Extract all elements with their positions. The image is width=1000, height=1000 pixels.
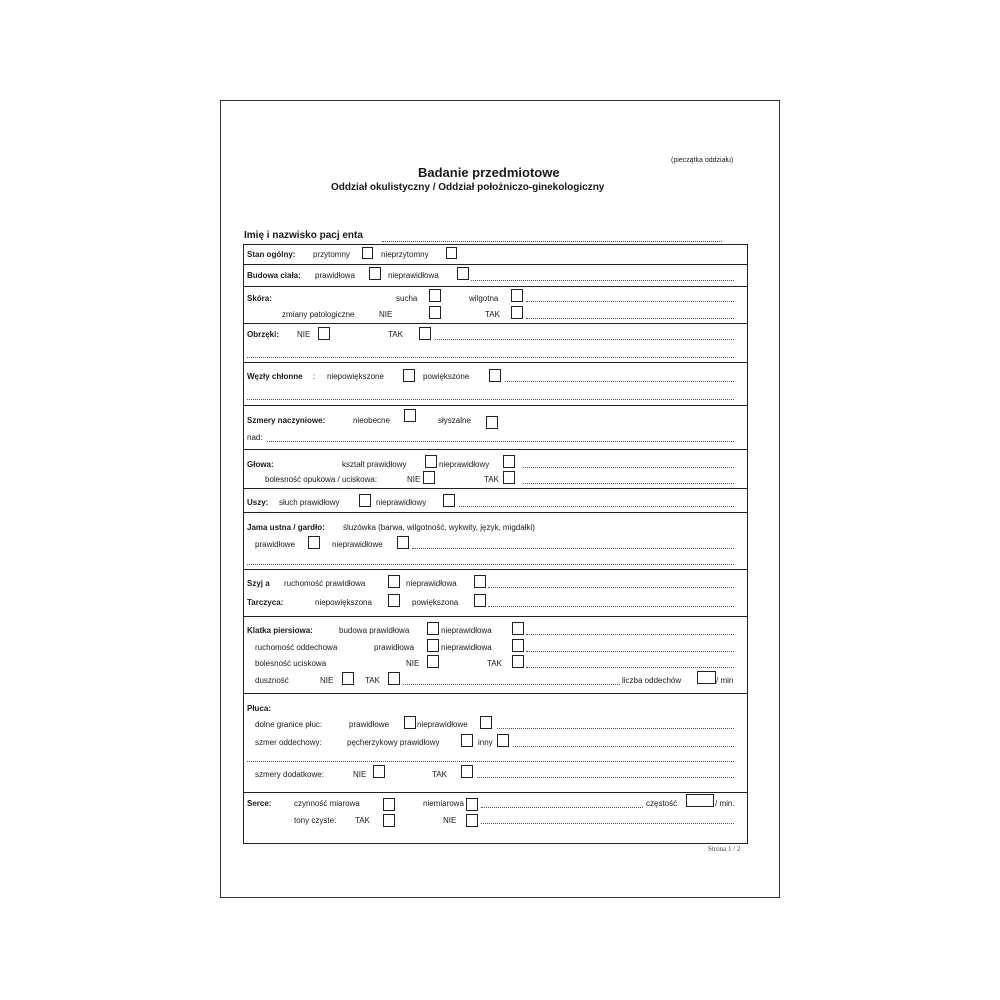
pluca-dodatkowe-label: szmery dodatkowe: (255, 770, 324, 779)
pluca-inny-label: inny (478, 738, 493, 747)
glowa-tak-label: TAK (484, 475, 499, 484)
row-separator (243, 792, 748, 793)
klatka-liczba-label: liczba oddechów (622, 676, 682, 685)
row-separator (243, 569, 748, 570)
pluca-label: Płuca: (247, 704, 272, 713)
szyja-opt1-checkbox[interactable] (388, 575, 400, 588)
glowa-nie-checkbox[interactable] (423, 471, 435, 484)
jama-notes-1[interactable] (412, 548, 734, 549)
pluca-nie-checkbox[interactable] (373, 765, 385, 778)
szyja-label: Szyj a (247, 579, 270, 588)
klatka-nie-checkbox[interactable] (427, 655, 439, 668)
stan-opt2-checkbox[interactable] (446, 247, 457, 259)
row-separator (243, 616, 748, 617)
patient-name-label: Imię i nazwisko pacj enta (244, 230, 363, 241)
form-subtitle: Oddział okulistyczny / Oddział położniczo-ginekologiczny (331, 182, 605, 193)
stan-opt1-checkbox[interactable] (362, 247, 373, 259)
form-title: Badanie przedmiotowe (418, 165, 560, 180)
szyja-opt2-checkbox[interactable] (474, 575, 486, 588)
szyja-opt1-label: ruchomość prawidłowa (284, 579, 366, 588)
pluca-notes-4[interactable] (477, 777, 734, 778)
klatka-tak2-checkbox[interactable] (388, 672, 400, 685)
klatka-nieprawidlowa-label: nieprawidłowa (441, 626, 492, 635)
szmery-nacz-opt2-label: słyszalne (438, 416, 471, 425)
skora-wilgotna-label: wilgotna (469, 294, 499, 303)
szyja-notes[interactable] (488, 587, 734, 588)
klatka-liczba-field[interactable] (697, 671, 716, 684)
klatka-tak-checkbox[interactable] (512, 655, 524, 668)
form-page (220, 100, 780, 898)
pluca-inny-checkbox[interactable] (497, 734, 509, 747)
uszy-label: Uszy: (247, 498, 269, 507)
pluca-prawidlowe-checkbox[interactable] (404, 716, 416, 729)
uszy-notes[interactable] (459, 506, 734, 507)
skora-zmiany-label: zmiany patologiczne (282, 310, 355, 319)
klatka-nie2-checkbox[interactable] (342, 672, 354, 685)
serce-czestosc-field[interactable] (686, 794, 714, 807)
budowa-opt2-checkbox[interactable] (457, 267, 469, 280)
obrzeki-label: Obrzęki: (247, 330, 280, 339)
table-left-border (243, 244, 244, 843)
table-right-border (747, 244, 748, 843)
jama-desc: śluzówka (barwa, wilgotność, wykwity, język, migdałki) (343, 523, 535, 532)
klatka-notes-4[interactable] (403, 684, 620, 685)
skora-notes-2[interactable] (526, 318, 734, 319)
szmery-nacz-opt1-label: nieobecne (353, 416, 390, 425)
tarczyca-opt2-label: powiększona (412, 598, 459, 607)
row-separator (243, 449, 748, 450)
klatka-nie-label: NIE (406, 659, 420, 668)
row-separator (243, 693, 748, 694)
klatka-bolesnosc-label: bolesność uciskowa (255, 659, 327, 668)
klatka-prawidlowa-label: prawidłowa (374, 643, 415, 652)
klatka-notes-1[interactable] (526, 634, 734, 635)
pluca-notes-3[interactable] (247, 761, 734, 762)
row-separator (243, 264, 748, 265)
klatka-dusznosc-label: duszność (255, 676, 289, 685)
klatka-nieprawidlowa2-checkbox[interactable] (512, 639, 524, 652)
klatka-budowa-label: budowa prawidłowa (339, 626, 410, 635)
row-separator (243, 488, 748, 489)
row-separator (243, 286, 748, 287)
wezly-label: Węzły chłonne (247, 372, 303, 381)
skora-sucha-label: sucha (396, 294, 418, 303)
klatka-tak2-label: TAK (365, 676, 380, 685)
szmery-nacz-nad-label: nad: (247, 433, 263, 442)
budowa-opt2-label: nieprawidłowa (388, 271, 439, 280)
skora-tak-label: TAK (485, 310, 500, 319)
skora-nie-label: NIE (379, 310, 393, 319)
pluca-nie-label: NIE (353, 770, 367, 779)
serce-niemiarowa-checkbox[interactable] (466, 798, 478, 811)
serce-notes-2[interactable] (481, 823, 734, 824)
szmery-nacz-nad-field[interactable] (267, 441, 734, 442)
serce-tony-label: tony czyste: (294, 816, 337, 825)
uszy-opt2-label: nieprawidłowy (376, 498, 427, 507)
budowa-label: Budowa ciała: (247, 271, 301, 280)
obrzeki-nie-label: NIE (297, 330, 311, 339)
serce-nie-label: NIE (443, 816, 457, 825)
row-separator (243, 405, 748, 406)
uszy-opt1-label: słuch prawidłowy (279, 498, 340, 507)
tarczyca-notes[interactable] (488, 606, 734, 607)
pluca-szmer-label: szmer oddechowy: (255, 738, 322, 747)
stan-opt2-label: nieprzytomny (381, 250, 429, 259)
pluca-nieprawidlowe-label: nieprawidłowe (417, 720, 468, 729)
serce-niemiarowa-label: niemiarowa (423, 799, 464, 808)
table-bottom-border (243, 843, 748, 844)
klatka-nieprawidlowa2-label: nieprawidłowa (441, 643, 492, 652)
wezly-opt2-label: powiększone (423, 372, 470, 381)
glowa-tak-checkbox[interactable] (503, 471, 515, 484)
glowa-ksztalt-checkbox[interactable] (425, 455, 437, 468)
pluca-tak-label: TAK (432, 770, 447, 779)
pluca-tak-checkbox[interactable] (461, 765, 473, 778)
pluca-notes-2[interactable] (513, 746, 734, 747)
serce-nie-checkbox[interactable] (466, 814, 478, 827)
wezly-opt1-label: niepowiększone (327, 372, 384, 381)
tarczyca-opt1-label: niepowiększona (315, 598, 372, 607)
stamp-label: (pieczątka oddziału) (671, 157, 734, 164)
page-number: Strona 1 / 2 (708, 845, 741, 853)
row-separator (243, 362, 748, 363)
wezly-colon: : (313, 372, 316, 381)
budowa-opt1-label: prawidłowa (315, 271, 356, 280)
tarczyca-opt1-checkbox[interactable] (388, 594, 400, 607)
skora-sucha-checkbox[interactable] (429, 289, 441, 302)
obrzeki-notes-2[interactable] (247, 357, 734, 358)
patient-name-field[interactable] (382, 241, 722, 242)
skora-notes-1[interactable] (526, 301, 734, 302)
jama-opt2-label: nieprawidłowe (332, 540, 383, 549)
szmery-nacz-opt1-checkbox[interactable] (404, 409, 416, 422)
klatka-prawidlowa-checkbox[interactable] (427, 639, 439, 652)
serce-czestosc-label: częstość (646, 799, 678, 808)
pluca-notes-1[interactable] (497, 728, 734, 729)
szmery-nacz-opt2-checkbox[interactable] (486, 416, 498, 429)
pluca-granice-label: dolne granice płuc: (255, 720, 323, 729)
stan-label: Stan ogólny: (247, 250, 296, 259)
klatka-tak-label: TAK (487, 659, 502, 668)
pluca-pecherzykowy-checkbox[interactable] (461, 734, 473, 747)
szyja-opt2-label: nieprawidłowa (406, 579, 457, 588)
skora-label: Skóra: (247, 294, 272, 303)
glowa-ksztalt-label: kształt prawidłowy (342, 460, 407, 469)
glowa-bolesnosc-label: bolesność opukowa / uciskowa: (265, 475, 378, 484)
serce-notes-1[interactable] (481, 807, 643, 808)
klatka-notes-3[interactable] (526, 667, 734, 668)
skora-nie-checkbox[interactable] (429, 306, 441, 319)
glowa-nieprawidlowy-label: nieprawidłowy (439, 460, 490, 469)
skora-tak-checkbox[interactable] (511, 306, 523, 319)
obrzeki-tak-checkbox[interactable] (419, 327, 431, 340)
serce-label: Serce: (247, 799, 272, 808)
serce-tak-checkbox[interactable] (383, 814, 395, 827)
budowa-opt1-checkbox[interactable] (369, 267, 381, 280)
wezly-opt2-checkbox[interactable] (489, 369, 501, 382)
serce-tak-label: TAK (355, 816, 370, 825)
obrzeki-nie-checkbox[interactable] (318, 327, 330, 340)
budowa-notes[interactable] (471, 280, 734, 281)
uszy-opt1-checkbox[interactable] (359, 494, 371, 507)
skora-wilgotna-checkbox[interactable] (511, 289, 523, 302)
obrzeki-tak-label: TAK (388, 330, 403, 339)
jama-opt1-checkbox[interactable] (308, 536, 320, 549)
wezly-notes-1[interactable] (505, 381, 734, 382)
klatka-ruchomosc-label: ruchomość oddechowa (255, 643, 338, 652)
table-top-border (243, 244, 748, 245)
szmery-nacz-label: Szmery naczyniowe: (247, 416, 326, 425)
klatka-notes-2[interactable] (526, 651, 734, 652)
pluca-pecherzykowy-label: pęcherzykowy prawidłowy (347, 738, 440, 747)
glowa-notes-2[interactable] (523, 483, 734, 484)
pluca-nieprawidlowe-checkbox[interactable] (480, 716, 492, 729)
klatka-nie2-label: NIE (320, 676, 334, 685)
wezly-notes-2[interactable] (247, 399, 734, 400)
wezly-opt1-checkbox[interactable] (403, 369, 415, 382)
klatka-nieprawidlowa-checkbox[interactable] (512, 622, 524, 635)
uszy-opt2-checkbox[interactable] (443, 494, 455, 507)
glowa-notes-1[interactable] (523, 467, 734, 468)
serce-czynnosc-checkbox[interactable] (383, 798, 395, 811)
glowa-label: Głowa: (247, 460, 274, 469)
jama-label: Jama ustna / gardło: (247, 523, 325, 532)
jama-opt2-checkbox[interactable] (397, 536, 409, 549)
serce-min-label: / min. (715, 799, 735, 808)
stan-opt1-label: przytomny (313, 250, 350, 259)
glowa-nie-label: NIE (407, 475, 421, 484)
klatka-min-label: / min (716, 676, 734, 685)
row-separator (243, 512, 748, 513)
klatka-budowa-checkbox[interactable] (427, 622, 439, 635)
tarczyca-label: Tarczyca: (247, 598, 284, 607)
obrzeki-notes-1[interactable] (435, 339, 734, 340)
glowa-nieprawidlowy-checkbox[interactable] (503, 455, 515, 468)
tarczyca-opt2-checkbox[interactable] (474, 594, 486, 607)
jama-notes-2[interactable] (247, 564, 734, 565)
jama-opt1-label: prawidłowe (255, 540, 296, 549)
serce-czynnosc-label: czynność miarowa (294, 799, 360, 808)
row-separator (243, 323, 748, 324)
klatka-label: Klatka piersiowa: (247, 626, 313, 635)
pluca-prawidlowe-label: prawidłowe (349, 720, 390, 729)
